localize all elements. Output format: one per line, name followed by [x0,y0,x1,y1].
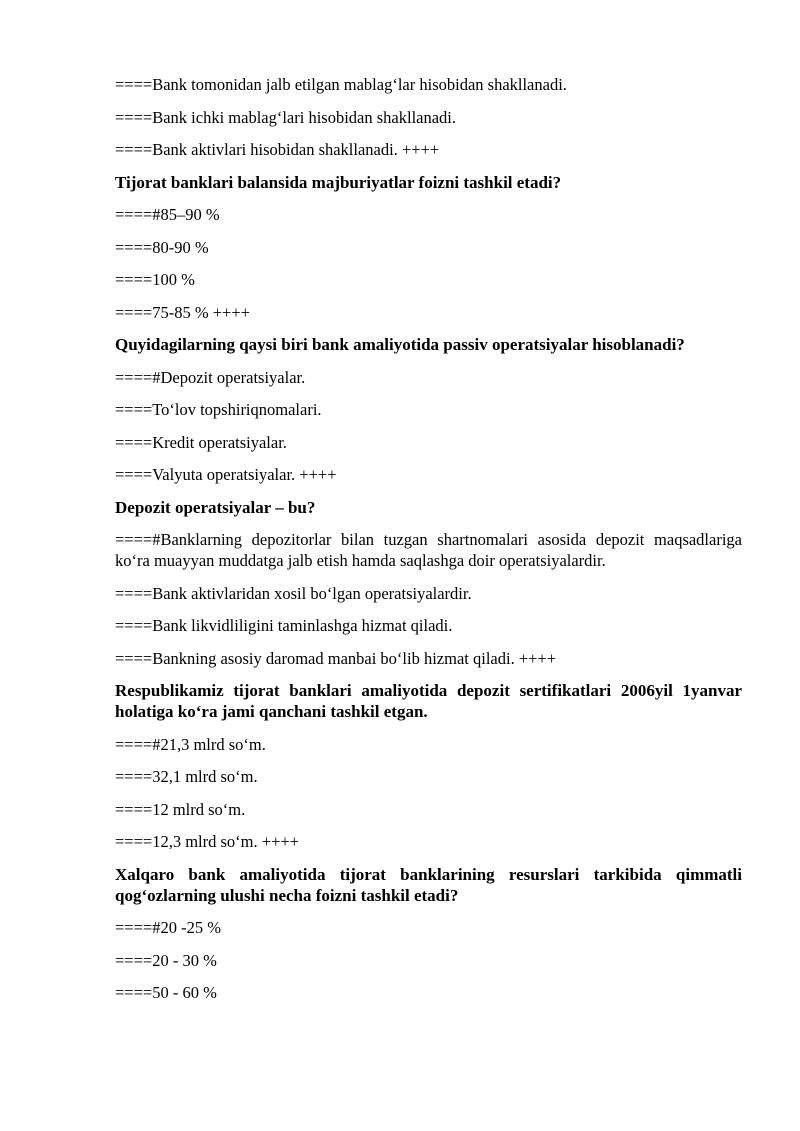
question-heading: Respublikamiz tijorat banklari amaliyotida depozit sertifikatlari 2006yil 1yanvar holatiga ko‘ra jami qanchani tashkil etgan. [115,681,742,721]
answer-option: ====12,3 mlrd so‘m. ++++ [115,832,299,851]
answer-option: ====#20 -25 % [115,918,221,937]
answer-option: ====#85–90 % [115,205,220,224]
answer-option: ====Bank aktivlari hisobidan shakllanadi. ++++ [115,140,440,159]
answer-option: ====Bank tomonidan jalb etilgan mablag‘lar hisobidan shakllanadi. [115,75,567,94]
answer-option: ====50 - 60 % [115,983,217,1002]
answer-option: ====#Depozit operatsiyalar. [115,367,306,387]
answer-option: ====Bank aktivlaridan xosil bo‘lgan operatsiyalardir. [115,583,472,603]
answer-option: ====20 - 30 % [115,950,217,970]
answer-option: ====100 % [115,270,195,289]
answer-option: ====Bank ichki mablag‘lari hisobidan shakllanadi. [115,107,457,127]
answer-option: ====To‘lov topshiriqnomalari. [115,400,322,419]
question-heading: Quyidagilarning qaysi biri bank amaliyotida passiv operatsiyalar hisoblanadi? [115,335,685,354]
document-page [115,74,742,1015]
answer-option: ====Kredit operatsiyalar. [115,432,287,452]
answer-option: ====12 mlrd so‘m. [115,799,246,819]
answer-option: ====Valyuta operatsiyalar. ++++ [115,465,337,484]
answer-option: ====80-90 % [115,237,209,257]
answer-option: ====#Banklarning depozitorlar bilan tuzgan shartnomalari asosida depozit maqsadlariga ko‘ra muayyan muddatga jalb etish hamda saqlashga doir operatsiyalardir. [115,530,742,570]
answer-option: ====Bank likvidliligini taminlashga hizmat qiladi. [115,616,453,635]
answer-option: ====75-85 % ++++ [115,302,250,322]
question-heading: Depozit operatsiyalar – bu? [115,497,316,517]
question-heading: Tijorat banklari balansida majburiyatlar foizni tashkil etadi? [115,172,562,192]
answer-option: ====#21,3 mlrd so‘m. [115,734,266,754]
answer-option: ====32,1 mlrd so‘m. [115,767,258,786]
question-heading: Xalqaro bank amaliyotida tijorat banklarining resurslari tarkibida qimmatli qog‘ozlarning ulushi necha foizni tashkil etadi? [115,864,742,905]
answer-option: ====Bankning asosiy daromad manbai bo‘lib hizmat qiladi. ++++ [115,648,557,668]
